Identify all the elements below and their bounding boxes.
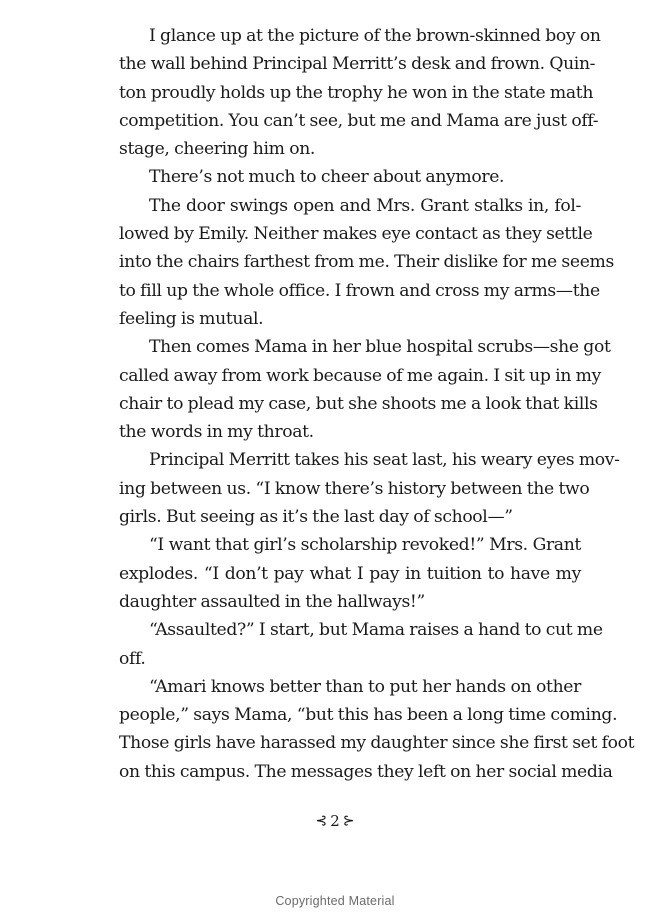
text-line: on this campus. The messages they left on her social media bbox=[119, 761, 613, 782]
text-line: to fill up the whole office. I frown and cross my arms—the bbox=[119, 280, 600, 301]
text-line: people,” says Mama, “but this has been a long time coming. bbox=[119, 705, 618, 726]
text-line: ing between us. “I know there’s history between the two bbox=[119, 478, 590, 499]
text-line: The door swings open and Mrs. Grant stalks in, fol- bbox=[149, 195, 581, 216]
text-line: Principal Merritt takes his seat last, his weary eyes mov- bbox=[149, 450, 620, 471]
text-line: called away from work because of me again. I sit up in my bbox=[119, 365, 601, 386]
text-line: There’s not much to cheer about anymore. bbox=[149, 167, 505, 188]
ornament-right-icon: ⊱ bbox=[342, 813, 355, 829]
text-line: daughter assaulted in the hallways!” bbox=[119, 591, 425, 612]
text-line: ton proudly holds up the trophy he won in the state math bbox=[119, 82, 594, 103]
page-folio bbox=[0, 812, 670, 830]
body-text bbox=[119, 22, 635, 786]
page-number: 2 bbox=[330, 812, 340, 830]
text-line: girls. But seeing as it’s the last day of school—” bbox=[119, 507, 513, 528]
text-line: lowed by Emily. Neither makes eye contact as they settle bbox=[119, 224, 593, 245]
text-line: “Amari knows better than to put her hands on other bbox=[149, 676, 581, 697]
text-line: off. bbox=[119, 648, 146, 669]
text-line: feeling is mutual. bbox=[119, 308, 264, 329]
text-line: the wall behind Principal Merritt’s desk and frown. Quin- bbox=[119, 54, 596, 75]
text-line: explodes. “I don’t pay what I pay in tuition to have my bbox=[119, 563, 581, 584]
text-line: the words in my throat. bbox=[119, 422, 314, 443]
text-line: chair to plead my case, but she shoots me a look that kills bbox=[119, 393, 598, 414]
copyright-notice: Copyrighted Material bbox=[275, 894, 395, 908]
text-line: stage, cheering him on. bbox=[119, 139, 316, 160]
text-line: competition. You can’t see, but me and Mama are just off- bbox=[119, 110, 599, 131]
text-line: into the chairs farthest from me. Their dislike for me seems bbox=[119, 252, 614, 273]
text-line: Then comes Mama in her blue hospital scrubs—she got bbox=[149, 337, 611, 358]
text-line: “I want that girl’s scholarship revoked!” Mrs. Grant bbox=[149, 535, 581, 556]
text-line: I glance up at the picture of the brown-skinned boy on bbox=[149, 26, 601, 46]
text-line: Those girls have harassed my daughter since she first set foot bbox=[119, 733, 635, 754]
ornament-left-icon: ⊰ bbox=[315, 813, 328, 829]
text-line: “Assaulted?” I start, but Mama raises a hand to cut me bbox=[149, 620, 603, 641]
